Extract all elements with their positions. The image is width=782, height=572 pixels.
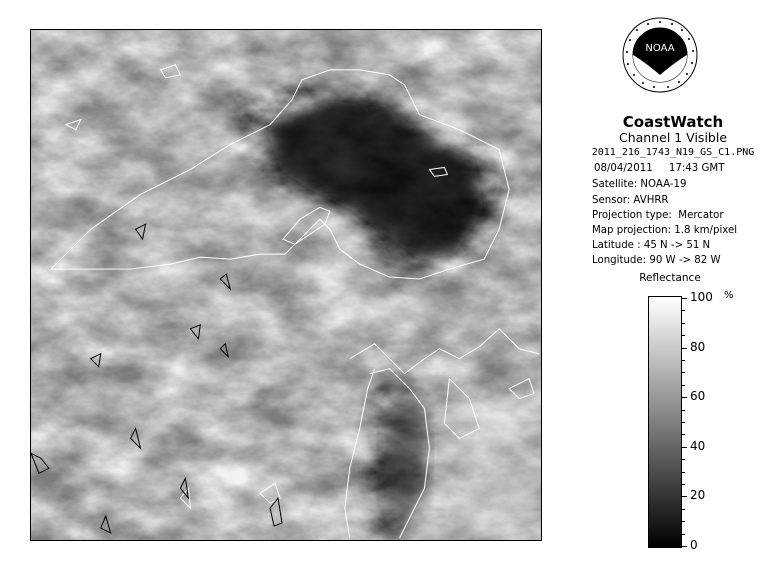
satellite: Satellite: NOAA-19 xyxy=(592,179,687,190)
colorbar-minor-tick xyxy=(682,534,685,535)
colorbar-tick-label: 20 xyxy=(690,488,706,503)
colorbar-minor-tick xyxy=(682,459,685,460)
colorbar-tick-mark xyxy=(682,397,687,398)
colorbar-tick-mark xyxy=(682,447,687,448)
colorbar-tick-mark xyxy=(682,496,687,497)
colorbar-minor-tick xyxy=(682,310,685,311)
logo-text: NOAA xyxy=(645,43,675,54)
colorbar-minor-tick xyxy=(682,509,685,510)
colorbar-minor-tick xyxy=(682,360,685,361)
colorbar-minor-tick xyxy=(682,472,685,473)
colorbar-minor-tick xyxy=(682,335,685,336)
colorbar-minor-tick xyxy=(682,385,685,386)
map-projection: Map projection: 1.8 km/pixel xyxy=(592,225,738,236)
colorbar-minor-tick xyxy=(682,484,685,485)
colorbar-tick-mark xyxy=(682,546,687,547)
colorbar-unit: % xyxy=(724,290,734,301)
satellite-image xyxy=(30,29,542,541)
colorbar-tick-label: 0 xyxy=(690,538,698,552)
title: CoastWatch xyxy=(622,113,724,131)
datetime: 08/04/2011 17:43 GMT xyxy=(594,163,725,174)
noaa-logo xyxy=(622,17,698,93)
projection-type: Projection type: Mercator xyxy=(592,210,724,221)
colorbar-minor-tick xyxy=(682,422,685,423)
colorbar-title: Reflectance xyxy=(639,272,701,284)
latitude: Latitude : 45 N -> 51 N xyxy=(592,240,711,251)
colorbar-minor-tick xyxy=(682,434,685,435)
colorbar-tick-label: 100 xyxy=(690,290,713,304)
colorbar-minor-tick xyxy=(682,372,685,373)
filename: 2011_216_1743_N19_GS_C1.PNG xyxy=(591,147,755,158)
channel-label: Channel 1 Visible xyxy=(618,130,728,145)
colorbar-minor-tick xyxy=(682,323,685,324)
colorbar-tick-mark xyxy=(682,298,687,299)
colorbar-minor-tick xyxy=(682,521,685,522)
colorbar xyxy=(648,296,682,548)
colorbar-tick-label: 60 xyxy=(690,389,706,404)
colorbar-tick-label: 40 xyxy=(690,438,706,453)
longitude: Longitude: 90 W -> 82 W xyxy=(592,255,721,266)
colorbar-tick-mark xyxy=(682,348,687,349)
sensor: Sensor: AVHRR xyxy=(592,195,669,206)
colorbar-tick-label: 80 xyxy=(690,339,706,354)
colorbar-minor-tick xyxy=(682,410,685,411)
